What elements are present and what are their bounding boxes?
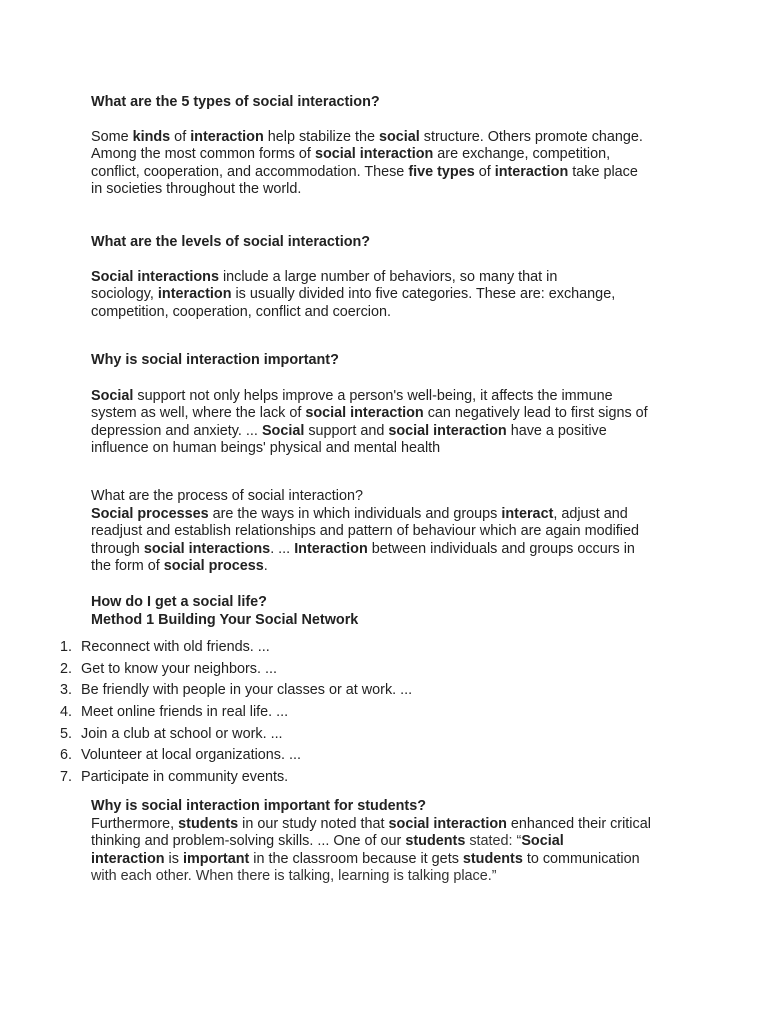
question-heading: What are the process of social interaction? <box>91 488 363 504</box>
answer-paragraph: Furthermore, students in our study noted that social interaction enhanced their critical thinking and problem-solving skills. ... One of our students stated: “Social interaction is important in the classroom because it gets students to communication with each other. When there is talking, learning is talking place.” <box>91 815 651 885</box>
list-item: 2. Get to know your neighbors. ... <box>59 660 277 677</box>
tips-list <box>0 637 700 789</box>
question-heading: How do I get a social life? <box>91 594 267 610</box>
question-heading: Why is social interaction important? <box>91 352 339 368</box>
section-levels <box>91 234 691 321</box>
list-item: 4. Meet online friends in real life. ... <box>59 704 289 721</box>
list-item: 6. Volunteer at local organizations. ... <box>59 747 301 764</box>
list-item: 7. Participate in community events. <box>59 769 289 786</box>
method-subheading: Method 1 Building Your Social Network <box>91 611 359 628</box>
section-social-life <box>91 594 691 629</box>
section-process <box>91 488 691 576</box>
section-students <box>91 798 691 886</box>
question-heading: What are the 5 types of social interaction? <box>91 94 380 110</box>
section-types <box>91 94 691 199</box>
section-importance <box>91 352 691 458</box>
answer-paragraph: Social support not only helps improve a person's well-being, it affects the immune system as well, where the lack of social interaction can negatively lead to first signs of depression and anxiety. ... Social support and social interaction have a positive influence on human beings' physical and mental health <box>91 387 648 457</box>
question-heading: Why is social interaction important for students? <box>91 798 427 814</box>
list-item: 5. Join a club at school or work. ... <box>59 725 283 742</box>
list-item: 1. Reconnect with old friends. ... <box>59 639 270 655</box>
answer-paragraph: Social processes are the ways in which individuals and groups interact, adjust and readjust and establish relationships and pattern of behaviour which are again modified through social interactions. ... Interaction between individuals and groups occurs in the form of social process. <box>91 505 639 575</box>
question-heading: What are the levels of social interaction? <box>91 234 371 250</box>
answer-paragraph: Social interactions include a large number of behaviors, so many that in sociology, interaction is usually divided into five categories. These are: exchange, competition, cooperation, conflict and coercion. <box>91 268 616 320</box>
list-item: 3. Be friendly with people in your classes or at work. ... <box>59 682 413 699</box>
answer-paragraph: Some kinds of interaction help stabilize the social structure. Others promote change. Among the most common forms of social interaction are exchange, competition, conflict, cooperation, and accommodation. These five types of interaction take place in societies throughout the world. <box>91 128 643 198</box>
